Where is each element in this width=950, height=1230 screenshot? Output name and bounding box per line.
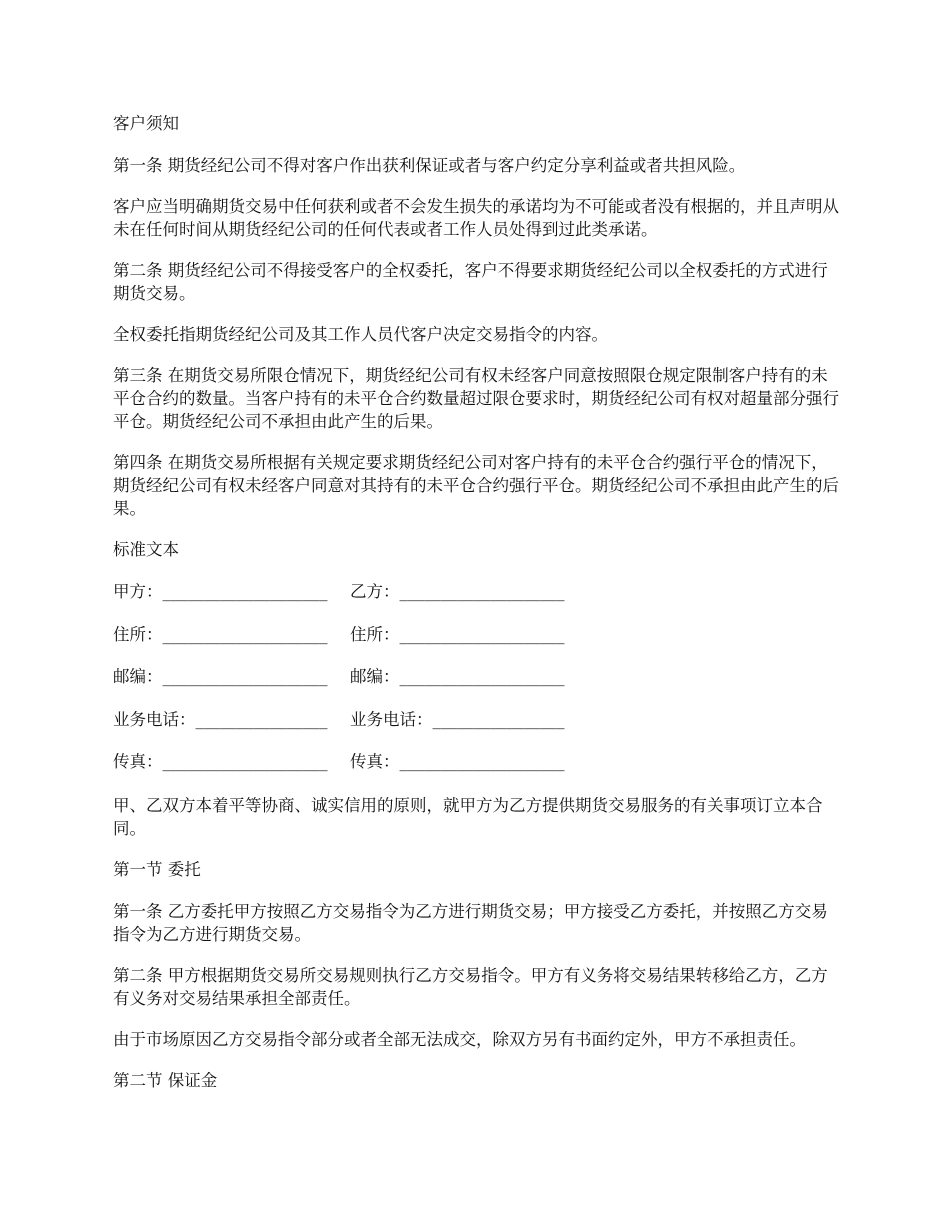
paragraph: 全权委托指期货经纪公司及其工作人员代客户决定交易指令的内容。 [113, 325, 608, 344]
field-label: 住所： [113, 624, 163, 644]
field-label: 业务电话： [113, 709, 196, 729]
paragraph: 第一条 期货经纪公司不得对客户作出获利保证或者与客户约定分享利益或者共担风险。 [113, 156, 746, 175]
blank-line: ____________________ [399, 624, 565, 644]
paragraph: 第二条 甲方根据期货交易所交易规则执行乙方交易指令。甲方有义务将交易结果转移给乙方，乙方有义务对交易结果承担全部责任。 [113, 966, 828, 1008]
party-b-phone-field [350, 708, 565, 731]
paragraph: 第三条 在期货交易所限仓情况下，期货经纪公司有权未经客户同意按照限仓规定限制客户持有的未平仓合约的数量。当客户持有的未平仓合约数量超过限仓要求时，期货经纪公司有权对超量部分强行平仓。期货经纪公司不承担由此产生的后果。 [113, 366, 839, 431]
blank-line: ________________ [432, 709, 565, 729]
form-row-party [113, 580, 841, 603]
party-b-postcode-field [350, 665, 565, 688]
field-label: 邮编： [113, 667, 163, 686]
section-title-customer-notice: 客户须知 [113, 114, 179, 133]
field-label: 传真： [113, 752, 163, 771]
section-title-entrustment: 第一节 委托 [113, 860, 201, 879]
party-a-address-field [113, 623, 350, 646]
field-label: 乙方： [350, 582, 400, 601]
party-a-phone-field [113, 708, 350, 731]
section-title-standard-text: 标准文本 [113, 540, 179, 559]
blank-line: ____________________ [162, 624, 328, 644]
section-title-margin: 第二节 保证金 [113, 1071, 218, 1090]
party-b-field [350, 580, 565, 603]
party-b-address-field [350, 623, 565, 646]
field-label: 住所： [350, 624, 400, 644]
blank-line: ____________________ [399, 582, 565, 601]
field-label: 传真： [350, 752, 400, 771]
field-label: 甲方： [113, 582, 163, 601]
paragraph: 第一条 乙方委托甲方按照乙方交易指令为乙方进行期货交易；甲方接受乙方委托，并按照乙方交易指令为乙方进行期货交易。 [113, 902, 828, 944]
blank-line: ____________________ [399, 752, 565, 771]
paragraph: 由于市场原因乙方交易指令部分或者全部无法成交，除双方另有书面约定外，甲方不承担责任。 [113, 1030, 806, 1049]
form-row-address [113, 623, 841, 646]
form-row-phone [113, 708, 841, 731]
blank-line: ____________________ [162, 752, 328, 771]
blank-line: ____________________ [162, 667, 328, 686]
paragraph: 第二条 期货经纪公司不得接受客户的全权委托，客户不得要求期货经纪公司以全权委托的方式进行期货交易。 [113, 261, 828, 303]
document-body [113, 112, 841, 1111]
form-row-postcode [113, 665, 841, 688]
party-b-fax-field [350, 750, 565, 773]
form-row-fax [113, 750, 841, 773]
paragraph: 甲、乙双方本着平等协商、诚实信用的原则，就甲方为乙方提供期货交易服务的有关事项订立本合同。 [113, 796, 823, 838]
party-a-field [113, 580, 350, 603]
field-label: 业务电话： [350, 709, 433, 729]
paragraph: 客户应当明确期货交易中任何获利或者不会发生损失的承诺均为不可能或者没有根据的，并且声明从未在任何时间从期货经纪公司的任何代表或者工作人员处得到过此类承诺。 [113, 197, 839, 239]
blank-line: ________________ [195, 709, 328, 729]
party-a-postcode-field [113, 665, 350, 688]
party-a-fax-field [113, 750, 350, 773]
blank-line: ____________________ [399, 667, 565, 686]
field-label: 邮编： [350, 667, 400, 686]
blank-line: ____________________ [162, 582, 328, 601]
paragraph: 第四条 在期货交易所根据有关规定要求期货经纪公司对客户持有的未平仓合约强行平仓的情况下，期货经纪公司有权未经客户同意对其持有的未平仓合约强行平仓。期货经纪公司不承担由此产生的后果。 [113, 453, 839, 518]
